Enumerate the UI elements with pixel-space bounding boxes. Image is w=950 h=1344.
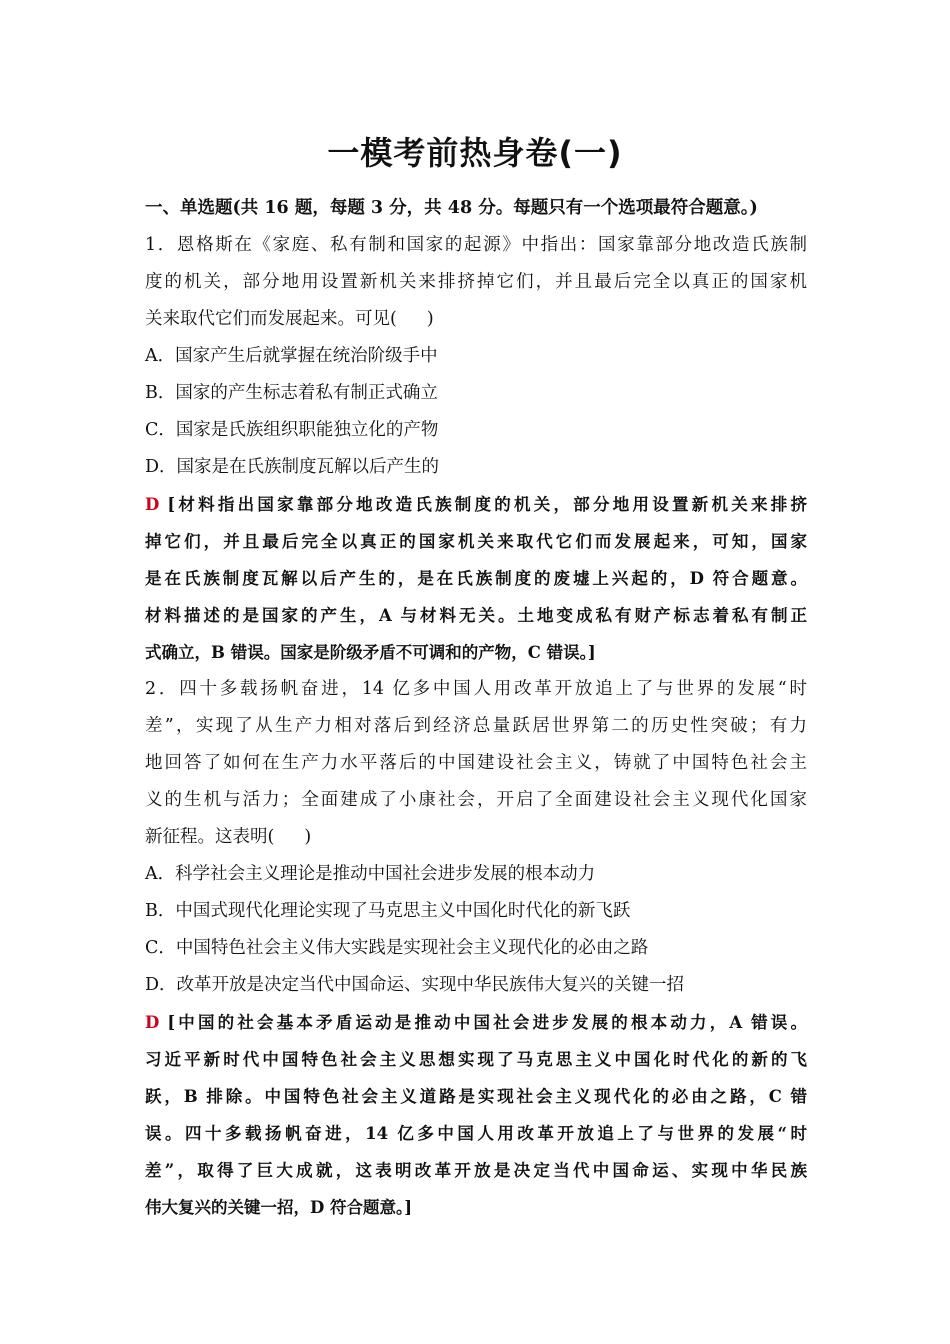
question-1 bbox=[145, 227, 807, 671]
answer-explanation-line: 跃，B 排除。中国特色社会主义道路是实现社会主义现代化的必由之路，C 错 bbox=[145, 1087, 807, 1106]
question-2 bbox=[145, 671, 807, 1226]
question-stem-line: 新征程。这表明( ) bbox=[145, 827, 312, 847]
option-d: D．改革开放是决定当代中国命运、实现中华民族伟大复兴的关键一招 bbox=[145, 975, 685, 995]
answer-explanation-line: 伟大复兴的关键一招，D 符合题意。] bbox=[145, 1198, 413, 1217]
option-a: A．国家产生后就掌握在统治阶级手中 bbox=[145, 346, 438, 366]
question-stem-line: 2．四十多载扬帆奋进，14 亿多中国人用改革开放追上了与世界的发展“时 bbox=[145, 679, 807, 699]
option-d: D．国家是在氏族制度瓦解以后产生的 bbox=[145, 457, 440, 477]
answer-explanation-line: 习近平新时代中国特色社会主义思想实现了马克思主义中国化时代化的新的飞 bbox=[145, 1050, 807, 1069]
answer-explanation-line: D [材料指出国家靠部分地改造氏族制度的机关，部分地用设置新机关来排挤 bbox=[145, 495, 807, 514]
option-c: C．国家是氏族组织职能独立化的产物 bbox=[145, 420, 439, 440]
question-stem-line: 关来取代它们而发展起来。可见( ) bbox=[145, 309, 434, 329]
option-b: B．中国式现代化理论实现了马克思主义中国化时代化的新飞跃 bbox=[145, 901, 631, 921]
section-header: 一、单选题(共 16 题，每题 3 分，共 48 分。每题只有一个选项最符合题意。) bbox=[145, 198, 758, 218]
option-c: C．中国特色社会主义伟大实践是实现社会主义现代化的必由之路 bbox=[145, 938, 649, 958]
answer-explanation-line: 掉它们，并且最后完全以真正的国家机关来取代它们而发展起来，可知，国家 bbox=[145, 532, 807, 551]
question-stem-line: 义的生机与活力；全面建成了小康社会，开启了全面建设社会主义现代化国家 bbox=[145, 790, 807, 810]
answer-explanation-line: 误。四十多载扬帆奋进，14 亿多中国人用改革开放追上了与世界的发展“时 bbox=[145, 1124, 807, 1143]
page-title: 一模考前热身卷(一) bbox=[327, 134, 623, 172]
answer-explanation-line: 材料描述的是国家的产生，A 与材料无关。土地变成私有财产标志着私有制正 bbox=[145, 606, 807, 625]
question-stem-line: 差”，实现了从生产力相对落后到经济总量跃居世界第二的历史性突破；有力 bbox=[145, 716, 807, 736]
question-stem-line: 1．恩格斯在《家庭、私有制和国家的起源》中指出：国家靠部分地改造氏族制 bbox=[145, 235, 807, 255]
document-body bbox=[145, 190, 807, 1226]
question-stem-line: 度的机关，部分地用设置新机关来排挤掉它们，并且最后完全以真正的国家机 bbox=[145, 272, 807, 292]
answer-explanation-line: D [中国的社会基本矛盾运动是推动中国社会进步发展的根本动力，A 错误。 bbox=[145, 1013, 807, 1032]
answer-explanation-line: 是在氏族制度瓦解以后产生的，是在氏族制度的废墟上兴起的，D 符合题意。 bbox=[145, 569, 807, 588]
answer-explanation-line: 差”，取得了巨大成就，这表明改革开放是决定当代中国命运、实现中华民族 bbox=[145, 1161, 807, 1180]
option-a: A．科学社会主义理论是推动中国社会进步发展的根本动力 bbox=[145, 864, 596, 884]
option-b: B．国家的产生标志着私有制正式确立 bbox=[145, 383, 438, 403]
answer-letter: D bbox=[145, 1013, 160, 1032]
answer-explanation-line: 式确立，B 错误。国家是阶级矛盾不可调和的产物，C 错误。] bbox=[145, 643, 596, 662]
question-stem-line: 地回答了如何在生产力水平落后的中国建设社会主义，铸就了中国特色社会主 bbox=[145, 753, 807, 773]
answer-letter: D bbox=[145, 495, 160, 514]
